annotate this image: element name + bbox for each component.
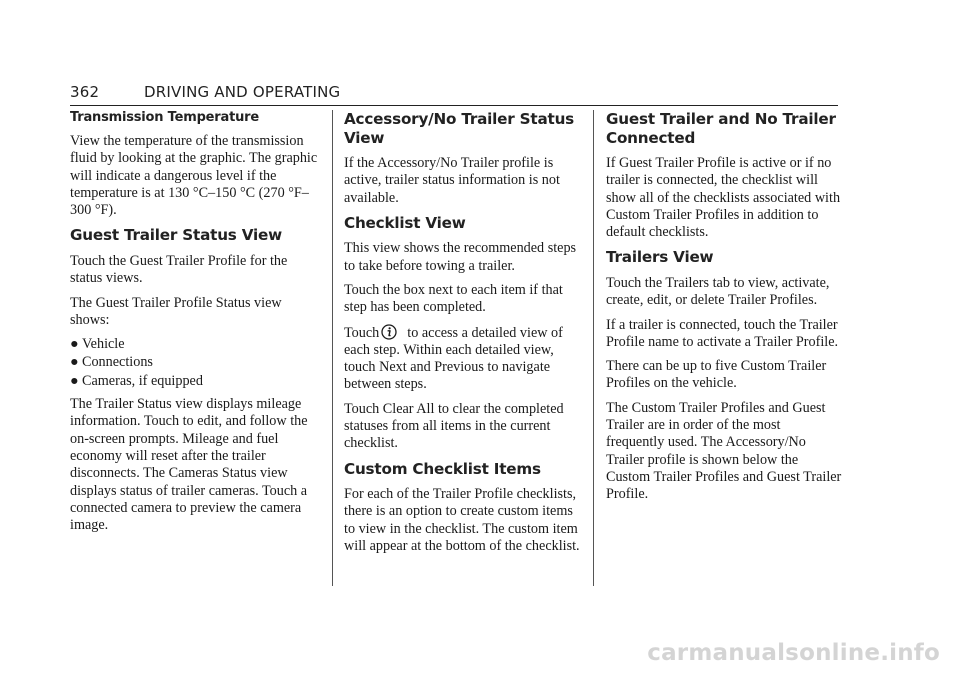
page-header	[70, 83, 838, 106]
custom-checklist-text: For each of the Trailer Profile checklists, there is an option to create custom items to view in the checklist. The custom item will appear at the bottom of the checklist.	[344, 486, 580, 555]
guest-status-paragraph: Touch the Guest Trailer Profile for the status views.	[70, 252, 288, 287]
checklist-paragraph: Touch to access a detailed view of each step. Within each detailed view, touch Next and Previous to navigate between steps.	[344, 324, 563, 393]
list-item: ● Connections	[70, 354, 153, 371]
guest-status-heading: Guest Trailer Status View	[70, 226, 282, 245]
checklist-heading: Checklist View	[344, 213, 466, 232]
trailers-paragraph: There can be up to five Custom Trailer Profiles on the vehicle.	[606, 358, 827, 392]
watermark: carmanualsonline.info	[647, 640, 940, 666]
guest-connected-text: If Guest Trailer Profile is active or if no trailer is connected, the checklist will show all of the checklists associated with Custom Trailer Profiles in addition to default checklists.	[606, 155, 841, 241]
trailers-view-heading: Trailers View	[606, 248, 714, 267]
status-list	[70, 336, 320, 390]
accessory-text: If the Accessory/No Trailer profile is active, trailer status information is not available.	[344, 155, 560, 206]
checklist-paragraph: This view shows the recommended steps to take before towing a trailer.	[344, 240, 577, 274]
transmission-text: View the temperature of the transmission fluid by looking at the graphic. The graphic will indicate a dangerous level if the temperature is at 130 °C–150 °C (270 °F–300 °F).	[70, 133, 318, 219]
section-title: DRIVING AND OPERATING	[144, 83, 341, 101]
info-icon	[381, 324, 397, 340]
custom-checklist-heading: Custom Checklist Items	[344, 459, 541, 478]
column-divider	[332, 110, 333, 586]
transmission-heading: Transmission Temperature	[70, 110, 259, 125]
trailer-status-text: The Trailer Status view displays mileage information. Touch to edit, and follow the on-screen prompts. Mileage and fuel economy will reset after the trailer disconnects. The Cameras Status view displays status of trailer cameras. Touch a connected camera to preview the camera image.	[70, 396, 308, 534]
bullet-icon: ●	[70, 372, 79, 389]
accessory-heading: Accessory/No Trailer Status View	[344, 110, 575, 147]
column-middle	[344, 110, 582, 562]
guest-connected-heading: Guest Trailer and No Trailer Connected	[606, 110, 836, 147]
trailers-paragraph: The Custom Trailer Profiles and Guest Trailer are in order of the most frequently used. The Accessory/No Trailer profile is shown below the Custom Trailer Profiles and Guest Trailer Profile.	[606, 399, 842, 503]
trailers-paragraph: Touch the Trailers tab to view, activate, create, edit, or delete Trailer Profiles.	[606, 274, 830, 309]
list-item: ● Cameras, if equipped	[70, 372, 203, 389]
column-right	[606, 110, 842, 511]
bullet-icon: ●	[70, 336, 79, 353]
page-number: 362	[70, 83, 100, 101]
bullet-icon: ●	[70, 354, 79, 371]
column-divider	[593, 110, 594, 586]
guest-status-paragraph: The Guest Trailer Profile Status view shows:	[70, 294, 282, 328]
checklist-paragraph: Touch the box next to each item if that step has been completed.	[344, 281, 563, 316]
list-item: ● Vehicle	[70, 336, 125, 353]
trailers-paragraph: If a trailer is connected, touch the Trailer Profile name to activate a Trailer Profile.	[606, 316, 839, 350]
column-left	[70, 110, 320, 541]
checklist-paragraph: Touch Clear All to clear the completed statuses from all items in the current checklist.	[344, 400, 564, 452]
